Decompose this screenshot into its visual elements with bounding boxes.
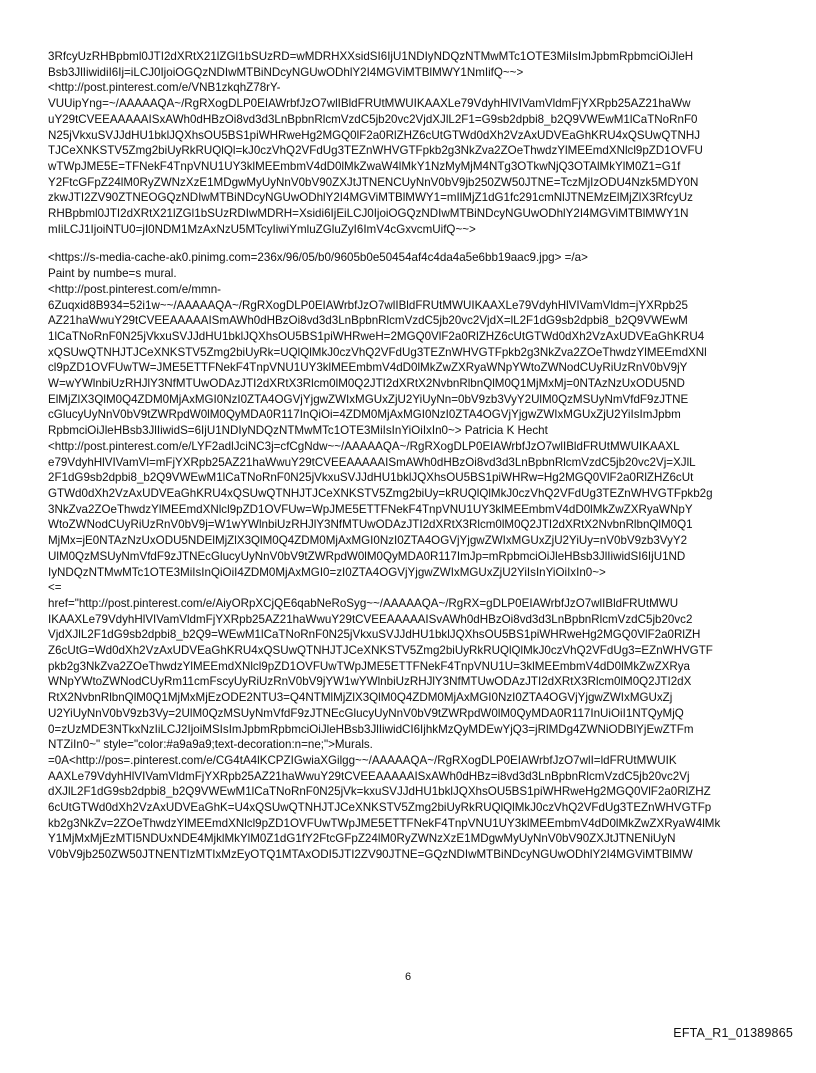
- text-line: WNpYWtoZWNodCUyRm11cmFscyUyRiUzRnV0bV9jYW1wYWlnbiUzRHJlY3NfMTUwODAzJTI2dXRtX3Rlcm0lM0Q2JTI2dX: [48, 675, 692, 689]
- paragraph-gap: [48, 237, 768, 250]
- text-line: 3NkZva2ZOeThwdzYlMEEmdXNlcl9pZD1OVFUw=WpJME5ETTFNekF4TnpVNU1UY3klMEEmbmV4dD0lMkZwZXRyaWNpY: [48, 502, 693, 516]
- text-line: 6Zuqxid8B934=52i1w~~/AAAAAQA~/RgRXogDLP0EIAWrbfJzO7wlIBldFRUtMWUIKAAXLe79VdyhHlVIVamVldm=jYXRpb25: [48, 298, 688, 312]
- text-line: 6cUtGTWd0dXh2VzAxUDVEaGhK=U4xQSUwQTNHJTJCeXNKSTV5Zmg2biUyRkRUQlQlMkJ0czVhQ2VFdUg3TEZnWHVGTFp: [48, 801, 712, 815]
- document-id: EFTA_R1_01389865: [673, 1026, 793, 1040]
- text-line: cl9pZD1OVFUwTW=JME5ETTFNekF4TnpVNU1UY3klMEEmbmV4dD0lMkZwZXRyaWNpYWtoZWNodCUyRiUzRnV0bV9jY: [48, 361, 688, 375]
- text-line: dXJlL2F1dG9sb2dpbi8_b2Q9VWEwM1lCaTNoRnF0N25jVk=kxuSVJJdHU1bklJQXhsOU5BS1piWHRweHg2MGQ0VlF2a0RlZHZ: [48, 785, 711, 799]
- text-line: =0A<http://pos=.pinterest.com/e/CG4tA4lKCPZIGwiaXGilgg~~/AAAAAQA~/RgRXogDLP0EIAWrbfJzO7wlI=ldFRUtMWUIK: [48, 753, 677, 767]
- text-line: xQSUwQTNHJTJCeXNKSTV5Zmg2biUyRk=UQlQlMkJ0czVhQ2VFdUg3TEZnWHVGTFpkb2g3NkZva2ZOeThwdzYlMEEmdXNl: [48, 345, 707, 359]
- text-line: U2YiUyNnV0bV9zb3Vy=2UlM0QzMSUyNmVfdF9zJTNEcGlucyUyNnV0bV9tZWRpdW0lM0QyMDA0R117InUiOiI1NTQyMjQ: [48, 706, 684, 720]
- text-line: pkb2g3NkZva2ZOeThwdzYlMEEmdXNlcl9pZD1OVFUwTWpJME5ETTFNekF4TnpVNU1U=3klMEEmbmV4dD0lMkZwZXRya: [48, 659, 690, 673]
- text-line: mIiLCJ1IjoiNTU0=jI0NDM1MzAxNzU5MTcyIiwiYmluZGluZyI6ImV4cGxvcmUifQ~~>: [48, 222, 476, 236]
- text-line: RHBpbml0JTI2dXRtX21lZGl1bSUzRDIwMDRH=Xsidi6IjEiLCJ0IjoiOGQzNDIwMTBiNDcyNGUwODhlY2I4MGViMTBlMWY1N: [48, 207, 689, 221]
- text-block-1: [48, 49, 768, 237]
- text-line: <http://post.pinterest.com/e/LYF2adlJciNC3j=cfCgNdw~~/AAAAAQA~/RgRXogDLP0EIAWrbfJzO7wlIBldFRUtMWUIKAAXL: [48, 439, 680, 453]
- text-line: 1lCaTNoRnF0N25jVkxuSVJJdHU1bklJQXhsOU5BS1piWHRweH=2MGQ0VlF2a0RlZHZ6cUtGTWd0dXh2VzAxUDVEaGhKRU4: [48, 329, 705, 343]
- text-line: Paint by numbe=s mural.: [48, 267, 177, 281]
- text-line: IKAAXLe79VdyhHlVIVamVldmFjYXRpb25AZ21haWwuY29tCVEEAAAAAISvAWh0dHBzOi8vd3d3LnBpbnRlcmVzdC5jb20vc2: [48, 612, 693, 626]
- text-line: RtX2NvbnRlbnQlM0Q1MjMxMjEzODE2NTU3=Q4NTMlMjZlX3QlM0Q4ZDM0MjAxMGI0NzI0ZTA4OGVjYjgwZWIxMGUxZj: [48, 691, 673, 705]
- page-number: 6: [404, 971, 412, 983]
- text-line: cGlucyUyNnV0bV9tZWRpdW0lM0QyMDA0R117InQiOi=4ZDM0MjAxMGI0NzI0ZTA4OGVjYjgwZWIxMGUxZjU2YiIsImJpbm: [48, 408, 681, 422]
- text-line: wTWpJME5E=TFNekF4TnpVNU1UY3klMEEmbmV4dD0lMkZwaW4lMkY1NzMyMjM4NTg3OTkwNjQ3OTAlMkYlM0Z1=G1f: [48, 159, 681, 173]
- text-line: zkwJTI2ZV90ZTNEOGQzNDIwMTBiNDcyNGUwODhlY2I4MGViMTBlMWY1=mIlMjZ1dG1fc291cmNlJTNEMzElMjZlX3RfcyUz: [48, 191, 693, 205]
- text-line: W=wYWlnbiUzRHJlY3NfMTUwODAzJTI2dXRtX3Rlcm0lM0Q2JTI2dXRtX2NvbnRlbnQlM0Q1MjMxMj=0NTAzNzUxODU5ND: [48, 377, 685, 391]
- text-line: UlM0QzMSUyNmVfdF9zJTNEcGlucyUyNnV0bV9tZWRpdW0lM0QyMDA0R117ImJp=mRpbmciOiJleHBsb3JlIiwidSI6IjU1ND: [48, 549, 686, 563]
- text-line: uY29tCVEEAAAAAISxAWh0dHBzOi8vd3d3LnBpbnRlcmVzdC5jb20vc2VjdXJlL2F1=G9sb2dpbi8_b2Q9VWEwM1lCaTNoRnF0: [48, 112, 698, 126]
- text-line: AZ21haWwuY29tCVEEAAAAAISmAWh0dHBzOi8vd3d3LnBpbnRlcmVzdC5jb20vc2VjdX=lL2F1dG9sb2dpbi8_b2Q9VWEwM: [48, 314, 688, 328]
- text-line: IyNDQzNTMwMTc1OTE3MiIsInQiOiI4ZDM0MjAxMGI0=zI0ZTA4OGVjYjgwZWIxMGUxZjU2YiIsInYiOiIxIn0~>: [48, 565, 606, 579]
- document-body: [48, 49, 768, 863]
- text-line: kb2g3NkZv=2ZOeThwdzYlMEEmdXNlcl9pZD1OVFUwTWpJME5ETTFNekF4TnpVNU1UY3klMEEmbmV4dD0lMkZwZXRyaW4lMk: [48, 816, 721, 830]
- text-block-2: [48, 250, 768, 862]
- text-line: ElMjZlX3QlM0Q4ZDM0MjAxMGI0NzI0ZTA4OGVjYjgwZWIxMGUxZjU2YiUyNn=0bV9zb3VyY2UlM0QzMSUyNmVfdF9zJTNE: [48, 392, 689, 406]
- text-line: <=: [48, 581, 62, 595]
- text-line: 2F1dG9sb2dpbi8_b2Q9VWEwM1lCaTNoRnF0N25jVkxuSVJJdHU1bklJQXhsOU5BS1piWHRw=Hg2MGQ0VlF2a0RlZHZ6cUt: [48, 471, 694, 485]
- text-line: <http://post.pinterest.com/e/mmn-: [48, 282, 222, 296]
- text-line: MjMx=jE0NTAzNzUxODU5NDElMjZlX3QlM0Q4ZDM0MjAxMGI0NzI0ZTA4OGVjYjgwZWIxMGUxZjU2YiUy=nV0bV9zb3VyY2: [48, 534, 688, 548]
- text-line: 0=zUzMDE3NTkxNzIiLCJ2IjoiMSIsImJpbmRpbmciOiJleHBsb3JlIiwidCI6IjhkMzQyMDEwYjQ3=jRlMDg4ZWNiODBlYjEwZTFm: [48, 722, 694, 736]
- text-line: NTZiIn0~" style="color:#a9a9a9;text-decoration:n=ne;">Murals.: [48, 738, 373, 752]
- text-line: Y2FtcGFpZ24lM0RyZWNzXzE1MDgwMyUyNnV0bV90ZXJtJTNENCUyNnV0bV9jb250ZW50JTNE=TczMjIzODU4Nzk5MDY0N: [48, 175, 699, 189]
- text-line: Y1MjMxMjEzMTI5NDUxNDE4MjklMkYlM0Z1dG1fY2FtcGFpZ24lM0RyZWNzXzE1MDgwMyUyNnV0bV90ZXJtJTNENiUyN: [48, 832, 676, 846]
- text-line: TJCeXNKSTV5Zmg2biUyRkRUQlQl=kJ0czVhQ2VFdUg3TEZnWHVGTFpkb2g3NkZva2ZOeThwdzYlMEEmdXNlcl9pZD1OVFU: [48, 144, 703, 158]
- text-line: Bsb3JlIiwidiI6Ij=iLCJ0IjoiOGQzNDIwMTBiNDcyNGUwODhlY2I4MGViMTBlMWY1NmIifQ~~>: [48, 65, 524, 79]
- text-line: <https://s-media-cache-ak0.pinimg.com=236x/96/05/b0/9605b0e50454af4c4da4a5e6bb19aac9.jpg> =/a>: [48, 251, 588, 265]
- text-line: GTWd0dXh2VzAxUDVEaGhKRU4xQSUwQTNHJTJCeXNKSTV5Zmg2biUy=kRUQlQlMkJ0czVhQ2VFdUg3TEZnWHVGTFpkb2g: [48, 486, 713, 500]
- text-line: AAXLe79VdyhHlVIVamVldmFjYXRpb25AZ21haWwuY29tCVEEAAAAAISxAWh0dHBz=i8vd3d3LnBpbnRlcmVzdC5jb20vc2Vj: [48, 769, 690, 783]
- text-line: V0bV9jb250ZW50JTNENTIzMTIxMzEyOTQ1MTAxODI5JTI2ZV90JTNE=GQzNDIwMTBiNDcyNGUwODhlY2I4MGViMTBlMW: [48, 848, 693, 862]
- text-line: href="http://post.pinterest.com/e/AiyORpXCjQE6qabNeRoSyg~~/AAAAAQA~/RgRX=gDLP0EIAWrbfJzO7wlIBldFRUtMWU: [48, 596, 679, 610]
- text-line: Z6cUtG=Wd0dXh2VzAxUDVEaGhKRU4xQSUwQTNHJTJCeXNKSTV5Zmg2biUyRkRUQlQlMkJ0czVhQ2VFdUg3=EZnWHVGTF: [48, 644, 713, 658]
- text-line: <http://post.pinterest.com/e/VNB1zkqhZ78rY-: [48, 81, 281, 95]
- text-line: WtoZWNodCUyRiUzRnV0bV9j=W1wYWlnbiUzRHJlY3NfMTUwODAzJTI2dXRtX3Rlcm0lM0Q2JTI2dXRtX2NvbnRlbnQlM0Q1: [48, 518, 693, 532]
- text-line: N25jVkxuSVJJdHU1bklJQXhsOU5BS1piWHRweHg2MGQ0lF2a0RlZHZ6cUtGTWd0dXh2VzAxUDVEaGhKRU4xQSUwQTNHJ: [48, 128, 701, 142]
- text-line: e79VdyhHlVIVamVl=mFjYXRpb25AZ21haWwuY29tCVEEAAAAAISmAWh0dHBzOi8vd3d3LnBpbnRlcmVzdC5jb20vc2Vj=XJlL: [48, 455, 696, 469]
- text-line: VUUipYng=~/AAAAAQA~/RgRXogDLP0EIAWrbfJzO7wlIBldFRUtMWUIKAAXLe79VdyhHlVIVamVldmFjYXRpb25AZ21haWw: [48, 97, 691, 111]
- text-line: VjdXJlL2F1dG9sb2dpbi8_b2Q9=WEwM1lCaTNoRnF0N25jVkxuSVJJdHU1bklJQXhsOU5BS1piWHRweHg2MGQ0VlF2a0RlZH: [48, 628, 701, 642]
- text-line: 3RfcyUzRHBpbml0JTI2dXRtX21lZGl1bSUzRD=wMDRHXXsidSI6IjU1NDIyNDQzNTMwMTc1OTE3MiIsImJpbmRpbmciOiJleH: [48, 50, 694, 63]
- text-line: RpbmciOiJleHBsb3JlIiwidS=6IjU1NDIyNDQzNTMwMTc1OTE3MiIsInYiOiIxIn0~> Patricia K Hecht: [48, 424, 548, 438]
